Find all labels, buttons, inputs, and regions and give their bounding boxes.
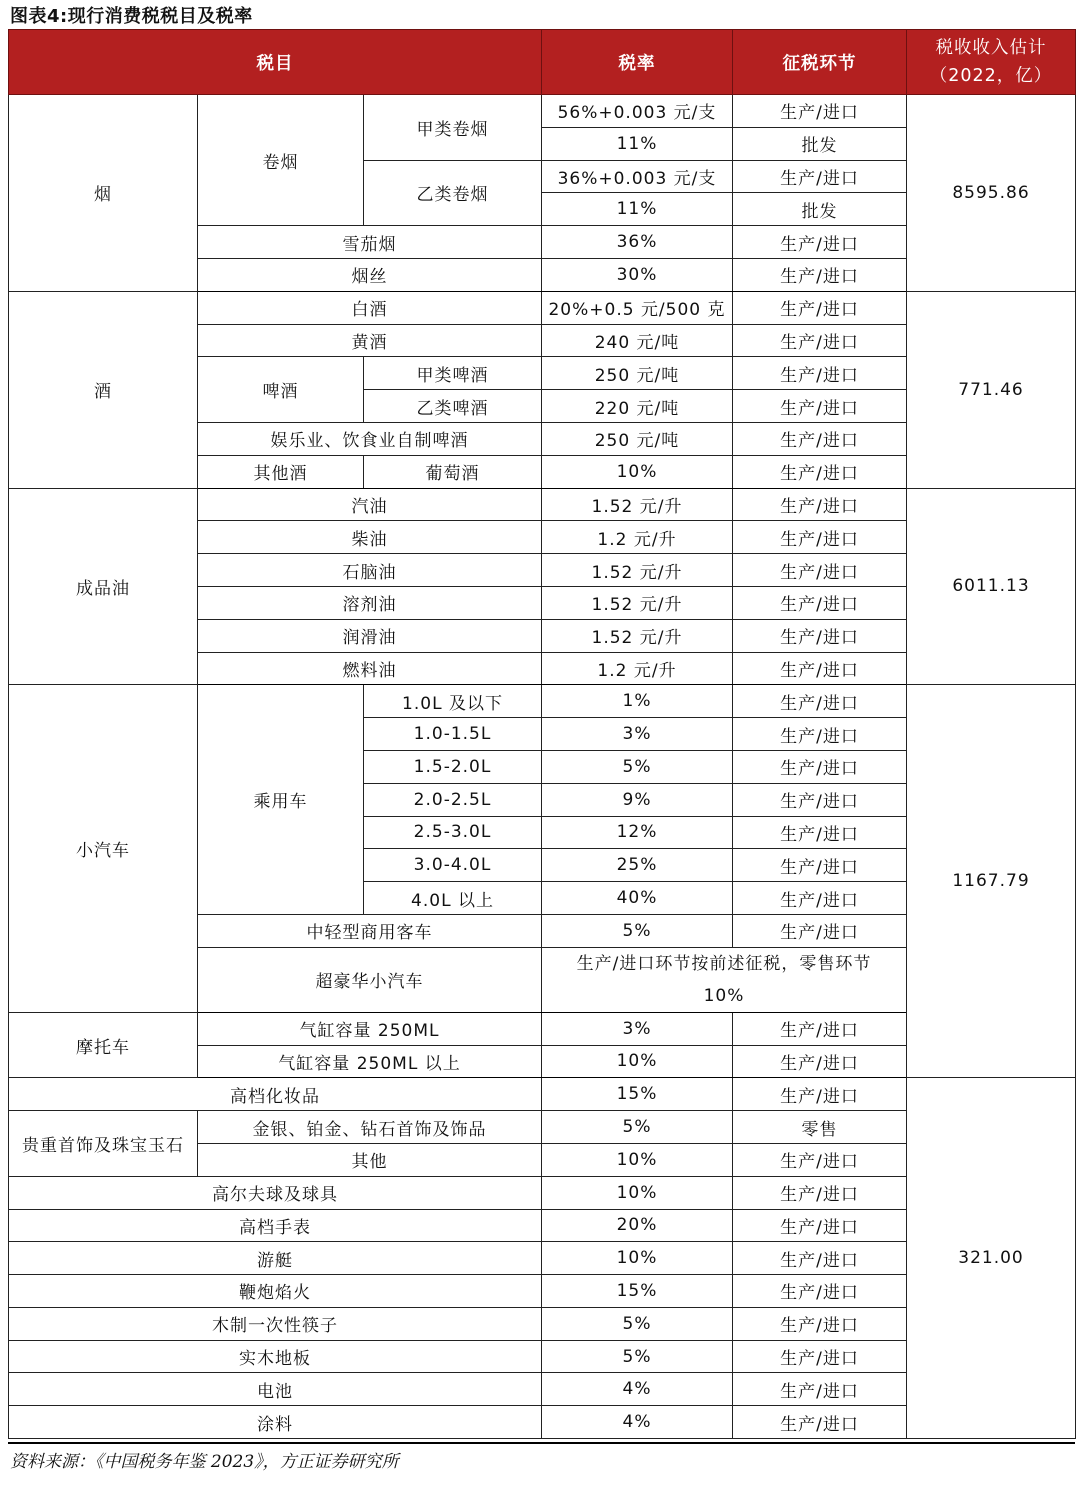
stage-cell: 生产/进口: [733, 1307, 907, 1340]
header-stage: 征税环节: [733, 30, 907, 95]
table-row: [9, 95, 1076, 128]
table-row: [9, 488, 1076, 521]
rate-cell: 10%: [542, 455, 733, 488]
item-other: 高尔夫球及球具: [9, 1176, 542, 1209]
item-motorcycle-small: 气缸容量 250ML: [198, 1012, 542, 1045]
item-displacement: 4.0L 以上: [364, 882, 542, 915]
stage-cell: 批发: [733, 193, 907, 226]
stage-cell: 生产/进口: [733, 1078, 907, 1111]
item-wine: 葡萄酒: [364, 455, 542, 488]
rate-cell: 11%: [542, 193, 733, 226]
stage-cell: 生产/进口: [733, 95, 907, 128]
stage-cell: 生产/进口: [733, 324, 907, 357]
item-other: 鞭炮焰火: [9, 1275, 542, 1308]
item-other: 木制一次性筷子: [9, 1307, 542, 1340]
rate-cell: 3%: [542, 1012, 733, 1045]
item-shredded-tobacco: 烟丝: [198, 258, 542, 291]
item-commercial-bus: 中轻型商用客车: [198, 914, 542, 947]
rate-cell: 1.52 元/升: [542, 554, 733, 587]
rate-cell: 3%: [542, 718, 733, 751]
item-displacement: 2.5-3.0L: [364, 816, 542, 849]
stage-cell: 生产/进口: [733, 1045, 907, 1078]
stage-cell: 生产/进口: [733, 914, 907, 947]
item-oil: 汽油: [198, 488, 542, 521]
subcategory-beer: 啤酒: [198, 357, 364, 423]
revenue-car: 1167.79: [907, 685, 1076, 1078]
stage-cell: 生产/进口: [733, 1209, 907, 1242]
stage-cell: 生产/进口: [733, 390, 907, 423]
rate-cell: 10%: [542, 1143, 733, 1176]
category-oil: 成品油: [9, 488, 198, 685]
rate-cell: 30%: [542, 258, 733, 291]
stage-cell: 生产/进口: [733, 455, 907, 488]
rate-cell: 5%: [542, 1340, 733, 1373]
rate-cell: 1.52 元/升: [542, 619, 733, 652]
revenue-tobacco: 8595.86: [907, 95, 1076, 292]
rate-cell: 36%: [542, 226, 733, 259]
rate-cell: 1%: [542, 685, 733, 718]
rate-cell: 11%: [542, 127, 733, 160]
item-other: 游艇: [9, 1242, 542, 1275]
subcategory-passenger-car: 乘用车: [198, 685, 364, 915]
category-tobacco: 烟: [9, 95, 198, 292]
stage-cell: 生产/进口: [733, 1340, 907, 1373]
item-cosmetics: 高档化妆品: [9, 1078, 542, 1111]
item-displacement: 3.0-4.0L: [364, 849, 542, 882]
item-displacement: 1.0L 及以下: [364, 685, 542, 718]
rate-cell: 10%: [542, 1242, 733, 1275]
rate-cell: 1.52 元/升: [542, 586, 733, 619]
rate-cell: 20%+0.5 元/500 克: [542, 291, 733, 324]
rate-cell: 1.52 元/升: [542, 488, 733, 521]
item-other: 实木地板: [9, 1340, 542, 1373]
rate-cell: 1.2 元/升: [542, 652, 733, 685]
stage-cell: 生产/进口: [733, 783, 907, 816]
item-huangjiu: 黄酒: [198, 324, 542, 357]
rate-cell: 250 元/吨: [542, 357, 733, 390]
stage-cell: 生产/进口: [733, 357, 907, 390]
category-motorcycle: 摩托车: [9, 1012, 198, 1078]
rate-cell: 5%: [542, 914, 733, 947]
stage-cell: 生产/进口: [733, 160, 907, 193]
item-class-a-cigarettes: 甲类卷烟: [364, 95, 542, 161]
stage-cell: 生产/进口: [733, 718, 907, 751]
stage-cell: 生产/进口: [733, 652, 907, 685]
stage-cell: 生产/进口: [733, 226, 907, 259]
item-oil: 燃料油: [198, 652, 542, 685]
rate-cell: 9%: [542, 783, 733, 816]
rate-cell: 12%: [542, 816, 733, 849]
stage-cell: 生产/进口: [733, 1176, 907, 1209]
revenue-alcohol: 771.46: [907, 291, 1076, 488]
rate-cell: 10%: [542, 1045, 733, 1078]
stage-cell: 批发: [733, 127, 907, 160]
header-revenue-line2: （2022，亿）: [929, 66, 1053, 86]
item-beer-b: 乙类啤酒: [364, 390, 542, 423]
rate-cell: 15%: [542, 1275, 733, 1308]
item-oil: 柴油: [198, 521, 542, 554]
stage-cell: 生产/进口: [733, 586, 907, 619]
stage-cell: 生产/进口: [733, 1012, 907, 1045]
luxury-note-line1: 生产/进口环节按前述征税，零售环节: [576, 953, 872, 974]
stage-cell: 生产/进口: [733, 750, 907, 783]
item-luxury-car: 超豪华小汽车: [198, 947, 542, 1012]
header-revenue: [907, 30, 1076, 95]
stage-cell: 零售: [733, 1111, 907, 1144]
stage-cell: 生产/进口: [733, 685, 907, 718]
category-jewelry: 贵重首饰及珠宝玉石: [9, 1111, 198, 1177]
stage-cell: 生产/进口: [733, 422, 907, 455]
source-note: 资料来源：《中国税务年鉴 2023》，方正证券研究所: [10, 1452, 399, 1472]
stage-cell: 生产/进口: [733, 291, 907, 324]
stage-cell: 生产/进口: [733, 816, 907, 849]
table-row: [9, 685, 1076, 718]
stage-cell: 生产/进口: [733, 1242, 907, 1275]
stage-cell: 生产/进口: [733, 849, 907, 882]
category-alcohol: 酒: [9, 291, 198, 488]
subcategory-other-alcohol: 其他酒: [198, 455, 364, 488]
item-displacement: 2.0-2.5L: [364, 783, 542, 816]
rate-cell: 240 元/吨: [542, 324, 733, 357]
stage-cell: 生产/进口: [733, 554, 907, 587]
item-oil: 石脑油: [198, 554, 542, 587]
stage-cell: 生产/进口: [733, 882, 907, 915]
table-row: [9, 291, 1076, 324]
stage-cell: 生产/进口: [733, 1373, 907, 1406]
rate-cell: 5%: [542, 1307, 733, 1340]
rate-cell: 15%: [542, 1078, 733, 1111]
item-baijiu: 白酒: [198, 291, 542, 324]
item-other: 电池: [9, 1373, 542, 1406]
header-revenue-line1: 税收收入估计: [935, 38, 1047, 58]
rate-cell: 4%: [542, 1406, 733, 1439]
item-oil: 溶剂油: [198, 586, 542, 619]
item-gold-jewelry: 金银、铂金、钻石首饰及饰品: [198, 1111, 542, 1144]
revenue-oil: 6011.13: [907, 488, 1076, 685]
rate-cell: 36%+0.003 元/支: [542, 160, 733, 193]
item-beer-a: 甲类啤酒: [364, 357, 542, 390]
item-motorcycle-large: 气缸容量 250ML 以上: [198, 1045, 542, 1078]
luxury-car-note: [542, 947, 907, 1012]
stage-cell: 生产/进口: [733, 1406, 907, 1439]
item-other: 高档手表: [9, 1209, 542, 1242]
rate-cell: 5%: [542, 1111, 733, 1144]
revenue-others: 321.00: [907, 1078, 1076, 1439]
stage-cell: 生产/进口: [733, 1275, 907, 1308]
item-other: 涂料: [9, 1406, 542, 1439]
rate-cell: 250 元/吨: [542, 422, 733, 455]
rate-cell: 10%: [542, 1176, 733, 1209]
header-row: [9, 30, 1076, 95]
item-displacement: 1.5-2.0L: [364, 750, 542, 783]
item-class-b-cigarettes: 乙类卷烟: [364, 160, 542, 226]
category-car: 小汽车: [9, 685, 198, 1012]
stage-cell: 生产/进口: [733, 521, 907, 554]
rate-cell: 220 元/吨: [542, 390, 733, 423]
item-cigars: 雪茄烟: [198, 226, 542, 259]
item-displacement: 1.0-1.5L: [364, 718, 542, 751]
rate-cell: 1.2 元/升: [542, 521, 733, 554]
item-homebrew-beer: 娱乐业、饮食业自制啤酒: [198, 422, 542, 455]
stage-cell: 生产/进口: [733, 488, 907, 521]
stage-cell: 生产/进口: [733, 619, 907, 652]
item-jewelry-other: 其他: [198, 1143, 542, 1176]
table-bottom-rule: [8, 1442, 1075, 1444]
table-row: [9, 1078, 1076, 1111]
rate-cell: 56%+0.003 元/支: [542, 95, 733, 128]
rate-cell: 40%: [542, 882, 733, 915]
header-item: 税目: [9, 30, 542, 95]
item-oil: 润滑油: [198, 619, 542, 652]
subcategory-cigarettes: 卷烟: [198, 95, 364, 226]
header-rate: 税率: [542, 30, 733, 95]
luxury-note-line2: 10%: [703, 985, 745, 1006]
chart-title: 图表4:现行消费税税目及税率: [10, 6, 253, 27]
consumption-tax-table: [8, 29, 1076, 1439]
rate-cell: 4%: [542, 1373, 733, 1406]
rate-cell: 25%: [542, 849, 733, 882]
rate-cell: 20%: [542, 1209, 733, 1242]
stage-cell: 生产/进口: [733, 258, 907, 291]
rate-cell: 5%: [542, 750, 733, 783]
stage-cell: 生产/进口: [733, 1143, 907, 1176]
